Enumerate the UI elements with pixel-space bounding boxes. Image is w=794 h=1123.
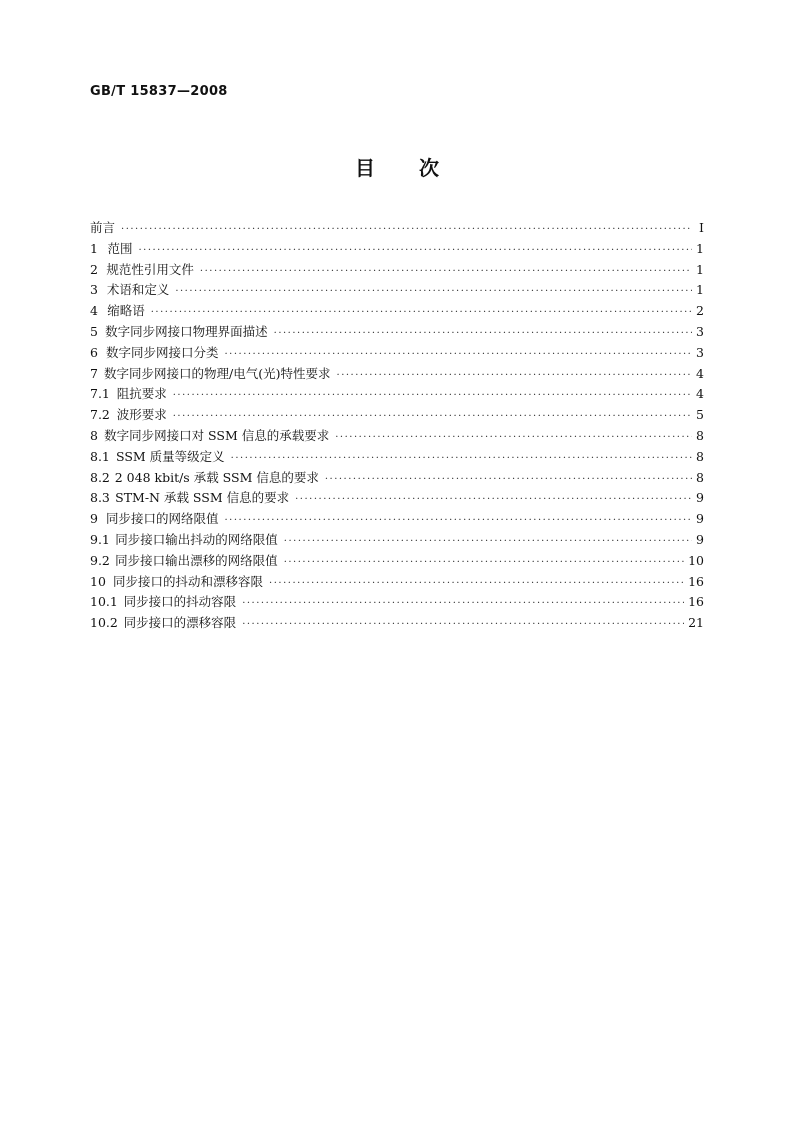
toc-entry[interactable] (90, 509, 704, 530)
toc-leader-dots (284, 532, 692, 553)
toc-entry-label: 2 048 kbit/s 承载 SSM 信息的要求 (114, 469, 319, 485)
toc-entry-page: 8 (696, 427, 704, 443)
toc-entry-number: 1 (90, 240, 98, 256)
toc-leader-dots (175, 282, 692, 303)
toc-leader-dots (337, 366, 692, 387)
toc-entry-page: 3 (696, 344, 704, 360)
toc-entry-label: 波形要求 (116, 407, 167, 423)
toc-leader-dots (151, 303, 692, 324)
toc-entry-label: 数字同步网接口物理界面描述 (105, 323, 268, 339)
toc-entry-label: 同步接口输出抖动的网络限值 (115, 531, 278, 547)
toc-entry[interactable] (90, 364, 704, 385)
toc-entry-label: 前言 (90, 220, 116, 235)
toc-entry-label: 缩略语 (107, 303, 145, 319)
toc-entry-number: 9.2 (90, 552, 110, 568)
toc-entry-page: Ⅰ (699, 220, 704, 235)
toc-entry-page: 3 (696, 323, 704, 339)
toc-entry-label: 范围 (107, 240, 133, 256)
toc-entry-number: 3 (90, 282, 98, 298)
toc-entry-label: 数字同步网接口分类 (105, 344, 219, 360)
toc-entry[interactable] (90, 280, 704, 301)
toc-entry-number: 9.1 (90, 531, 110, 547)
toc-entry-number: 7.1 (90, 386, 110, 402)
toc-entry-label: 数字同步网接口对 SSM 信息的承载要求 (104, 427, 330, 443)
toc-entry-label: 术语和定义 (106, 282, 170, 298)
toc-entry-number: 2 (90, 261, 98, 277)
toc-entry[interactable] (90, 343, 704, 364)
toc-entry-page: 16 (688, 573, 704, 589)
toc-entry-label: 规范性引用文件 (106, 261, 194, 277)
toc-entry-number: 8 (90, 427, 98, 443)
toc-entry-label: STM-N 承载 SSM 信息的要求 (115, 490, 290, 506)
toc-entry-number: 7.2 (90, 407, 110, 423)
title-char-2: 次 (419, 156, 439, 180)
toc-entry-page: 8 (696, 448, 704, 464)
toc-entry-number: 8.1 (90, 448, 110, 464)
toc-leader-dots (173, 386, 692, 407)
toc-leader-dots (242, 615, 684, 636)
toc-entry[interactable] (90, 239, 704, 260)
toc-entry-page: 9 (696, 490, 704, 506)
toc-leader-dots (295, 490, 692, 511)
toc-entry-number: 5 (90, 323, 98, 339)
table-of-contents (90, 218, 704, 634)
toc-leader-dots (138, 241, 692, 262)
toc-entry-label: 同步接口的抖动和漂移容限 (113, 573, 264, 589)
toc-leader-dots (274, 324, 692, 345)
toc-entry-page: 1 (696, 240, 704, 256)
toc-entry[interactable] (90, 468, 704, 489)
toc-entry[interactable] (90, 405, 704, 426)
toc-entry-page: 9 (696, 511, 704, 527)
toc-entry-number: 8.2 (90, 469, 110, 485)
toc-entry[interactable] (90, 530, 704, 551)
toc-leader-dots (242, 594, 684, 615)
toc-leader-dots (224, 345, 692, 366)
toc-entry[interactable] (90, 384, 704, 405)
toc-entry[interactable] (90, 551, 704, 572)
toc-entry-page: 8 (696, 469, 704, 485)
toc-entry[interactable] (90, 260, 704, 281)
toc-leader-dots (284, 553, 684, 574)
toc-entry-number: 9 (90, 511, 98, 527)
toc-entry-label: 同步接口的网络限值 (105, 511, 219, 527)
toc-leader-dots (224, 511, 692, 532)
toc-entry[interactable] (90, 613, 704, 634)
toc-entry-label: 同步接口的抖动容限 (123, 594, 237, 610)
toc-leader-dots (231, 449, 692, 470)
toc-entry-number: 4 (90, 303, 98, 319)
toc-entry[interactable] (90, 447, 704, 468)
toc-entry-number: 10.2 (90, 615, 118, 631)
toc-entry-page: 4 (696, 386, 704, 402)
page-title (0, 152, 794, 181)
toc-entry-page: 5 (696, 407, 704, 423)
toc-leader-dots (173, 407, 692, 428)
toc-entry-label: 阻抗要求 (116, 386, 167, 402)
toc-leader-dots (200, 262, 692, 283)
toc-entry-number: 7 (90, 365, 98, 381)
toc-entry-label: 数字同步网接口的物理/电气(光)特性要求 (104, 365, 331, 381)
toc-entry-number: 6 (90, 344, 98, 360)
toc-leader-dots (325, 470, 692, 491)
toc-entry[interactable] (90, 322, 704, 343)
toc-entry[interactable] (90, 218, 704, 239)
toc-entry-number: 10 (90, 573, 106, 589)
toc-leader-dots (335, 428, 692, 449)
toc-entry-page: 16 (688, 594, 704, 610)
toc-entry-label: 同步接口输出漂移的网络限值 (115, 552, 278, 568)
toc-entry-label: 同步接口的漂移容限 (123, 615, 237, 631)
toc-entry-page: 1 (696, 282, 704, 298)
toc-entry-page: 2 (696, 303, 704, 319)
toc-entry-page: 4 (696, 365, 704, 381)
toc-entry-page: 1 (696, 261, 704, 277)
toc-entry[interactable] (90, 301, 704, 322)
toc-entry-label: SSM 质量等级定义 (115, 448, 225, 464)
toc-entry-number: 10.1 (90, 594, 118, 610)
title-char-1: 目 (355, 156, 375, 180)
toc-entry-number: 8.3 (90, 490, 110, 506)
standard-code: GB/T 15837—2008 (90, 84, 228, 99)
toc-entry[interactable] (90, 488, 704, 509)
toc-leader-dots (269, 574, 684, 595)
toc-entry[interactable] (90, 426, 704, 447)
toc-leader-dots (121, 220, 692, 241)
toc-entry-page: 21 (688, 615, 704, 631)
toc-entry[interactable] (90, 572, 704, 593)
toc-entry-page: 9 (696, 531, 704, 547)
toc-entry[interactable] (90, 592, 704, 613)
toc-entry-page: 10 (688, 552, 704, 568)
